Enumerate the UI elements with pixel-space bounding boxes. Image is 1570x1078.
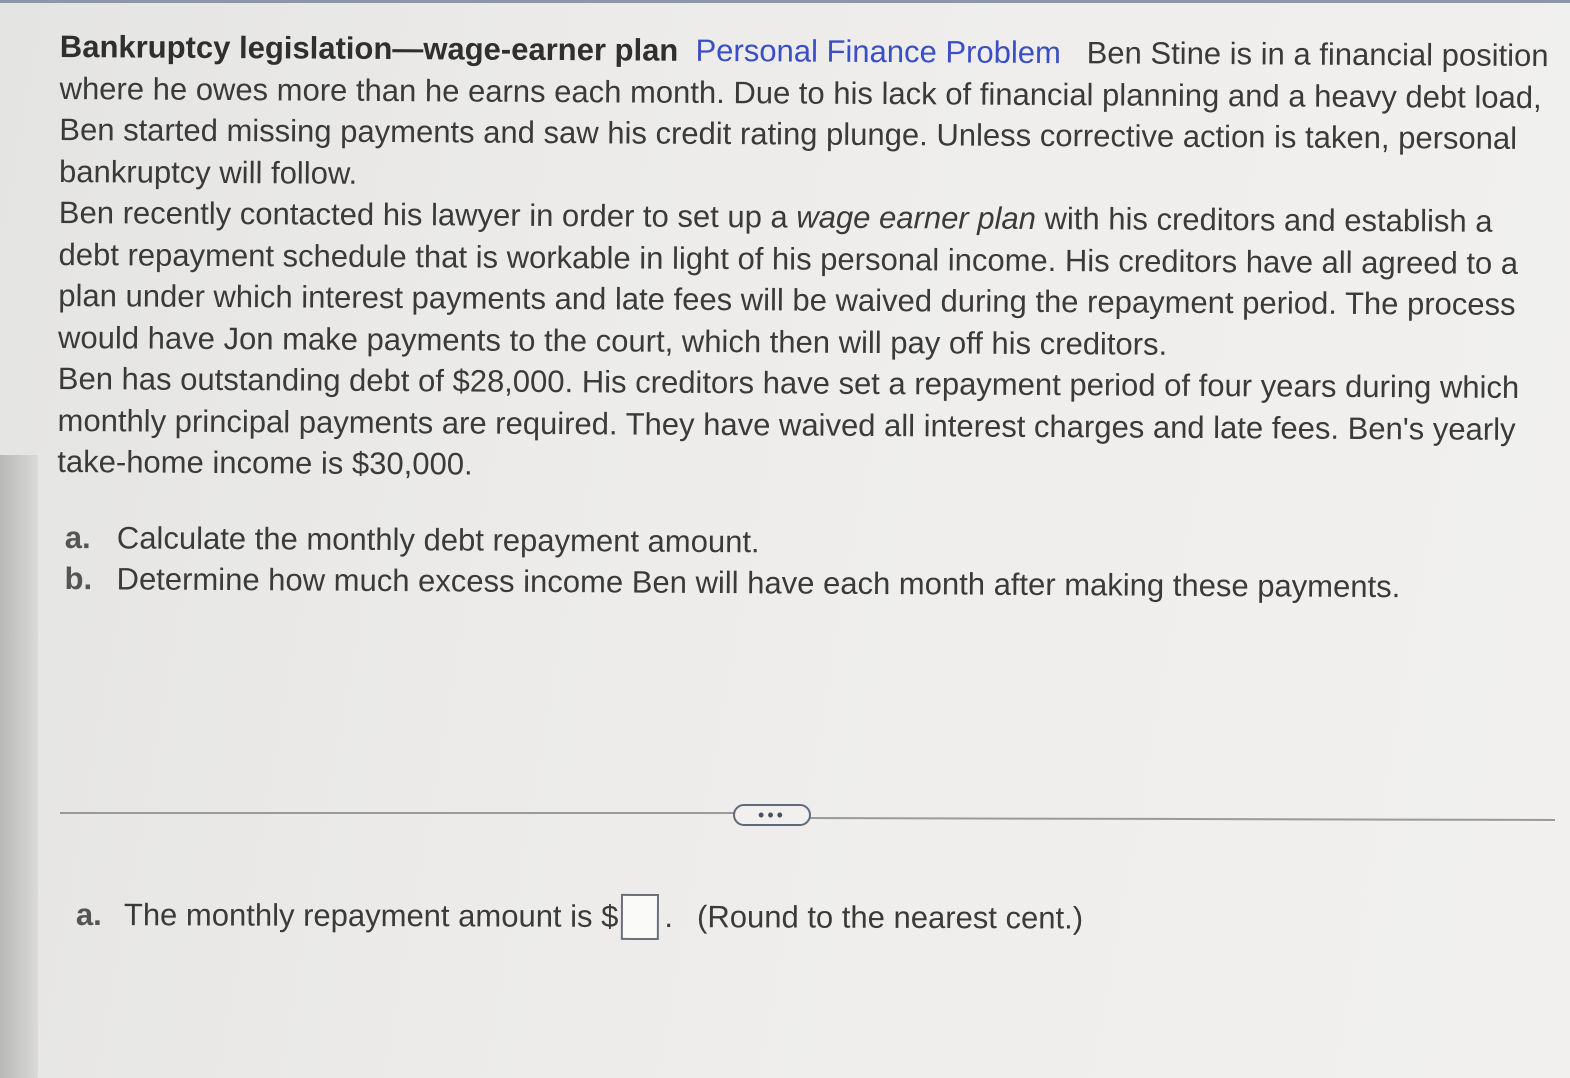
answer-prefix: The monthly repayment amount is $ xyxy=(123,897,619,934)
problem-paragraph-1 xyxy=(59,26,1555,201)
screen-bezel xyxy=(0,455,38,1078)
problem-tag: Personal Finance Problem xyxy=(695,32,1061,71)
problem-paragraph-2-before: Ben recently contacted his lawyer in order to set up a xyxy=(58,194,797,235)
question-parts xyxy=(56,516,1551,608)
problem-statement xyxy=(56,26,1554,609)
window-top-edge xyxy=(0,0,1570,3)
question-part-a-text: Calculate the monthly debt repayment amount. xyxy=(116,519,760,559)
problem-title: Bankruptcy legislation—wage-earner plan xyxy=(59,28,679,68)
monthly-repayment-input[interactable] xyxy=(620,894,658,940)
section-divider-left xyxy=(60,812,740,814)
answer-row-a xyxy=(76,892,1083,942)
question-part-b-letter: b. xyxy=(64,561,93,597)
answer-suffix: . xyxy=(664,899,674,935)
question-part-b-text: Determine how much excess income Ben will have each month after making these payments. xyxy=(116,561,1401,605)
answer-part-letter: a. xyxy=(75,897,102,933)
section-divider-right xyxy=(805,817,1555,821)
question-part-a-letter: a. xyxy=(64,519,91,555)
rounding-note: (Round to the nearest cent.) xyxy=(697,899,1084,936)
expand-more-button[interactable]: ••• xyxy=(733,804,811,826)
question-part-b xyxy=(64,558,1551,609)
problem-paragraph-3: Ben has outstanding debt of $28,000. His creditors have set a repayment period of four years during which monthly principal payments are required. They have waived all interest charges and late fees. Ben's yearly take-home income is $30,000. xyxy=(57,360,1520,482)
problem-paragraph-2-italic: wage earner plan xyxy=(796,199,1037,236)
problem-paragraph-2-after: with his creditors and establish a debt repayment schedule that is workable in light of his personal income. His creditors have all agreed to a plan under which interest payments and late fees will be waived during the repayment period. The process would have Jon make payments to the court, which then will pay off his creditors. xyxy=(57,200,1519,362)
problem-paragraph-2 xyxy=(58,192,1554,367)
problem-paragraph-1-text: Ben Stine is in a financial position where he owes more than he earns each month. Due to his lack of financial planning and a heavy debt load, Ben started missing payments and saw his credit rating plunge. Unless corrective action is taken, personal bankruptcy will follow. xyxy=(59,35,1549,191)
